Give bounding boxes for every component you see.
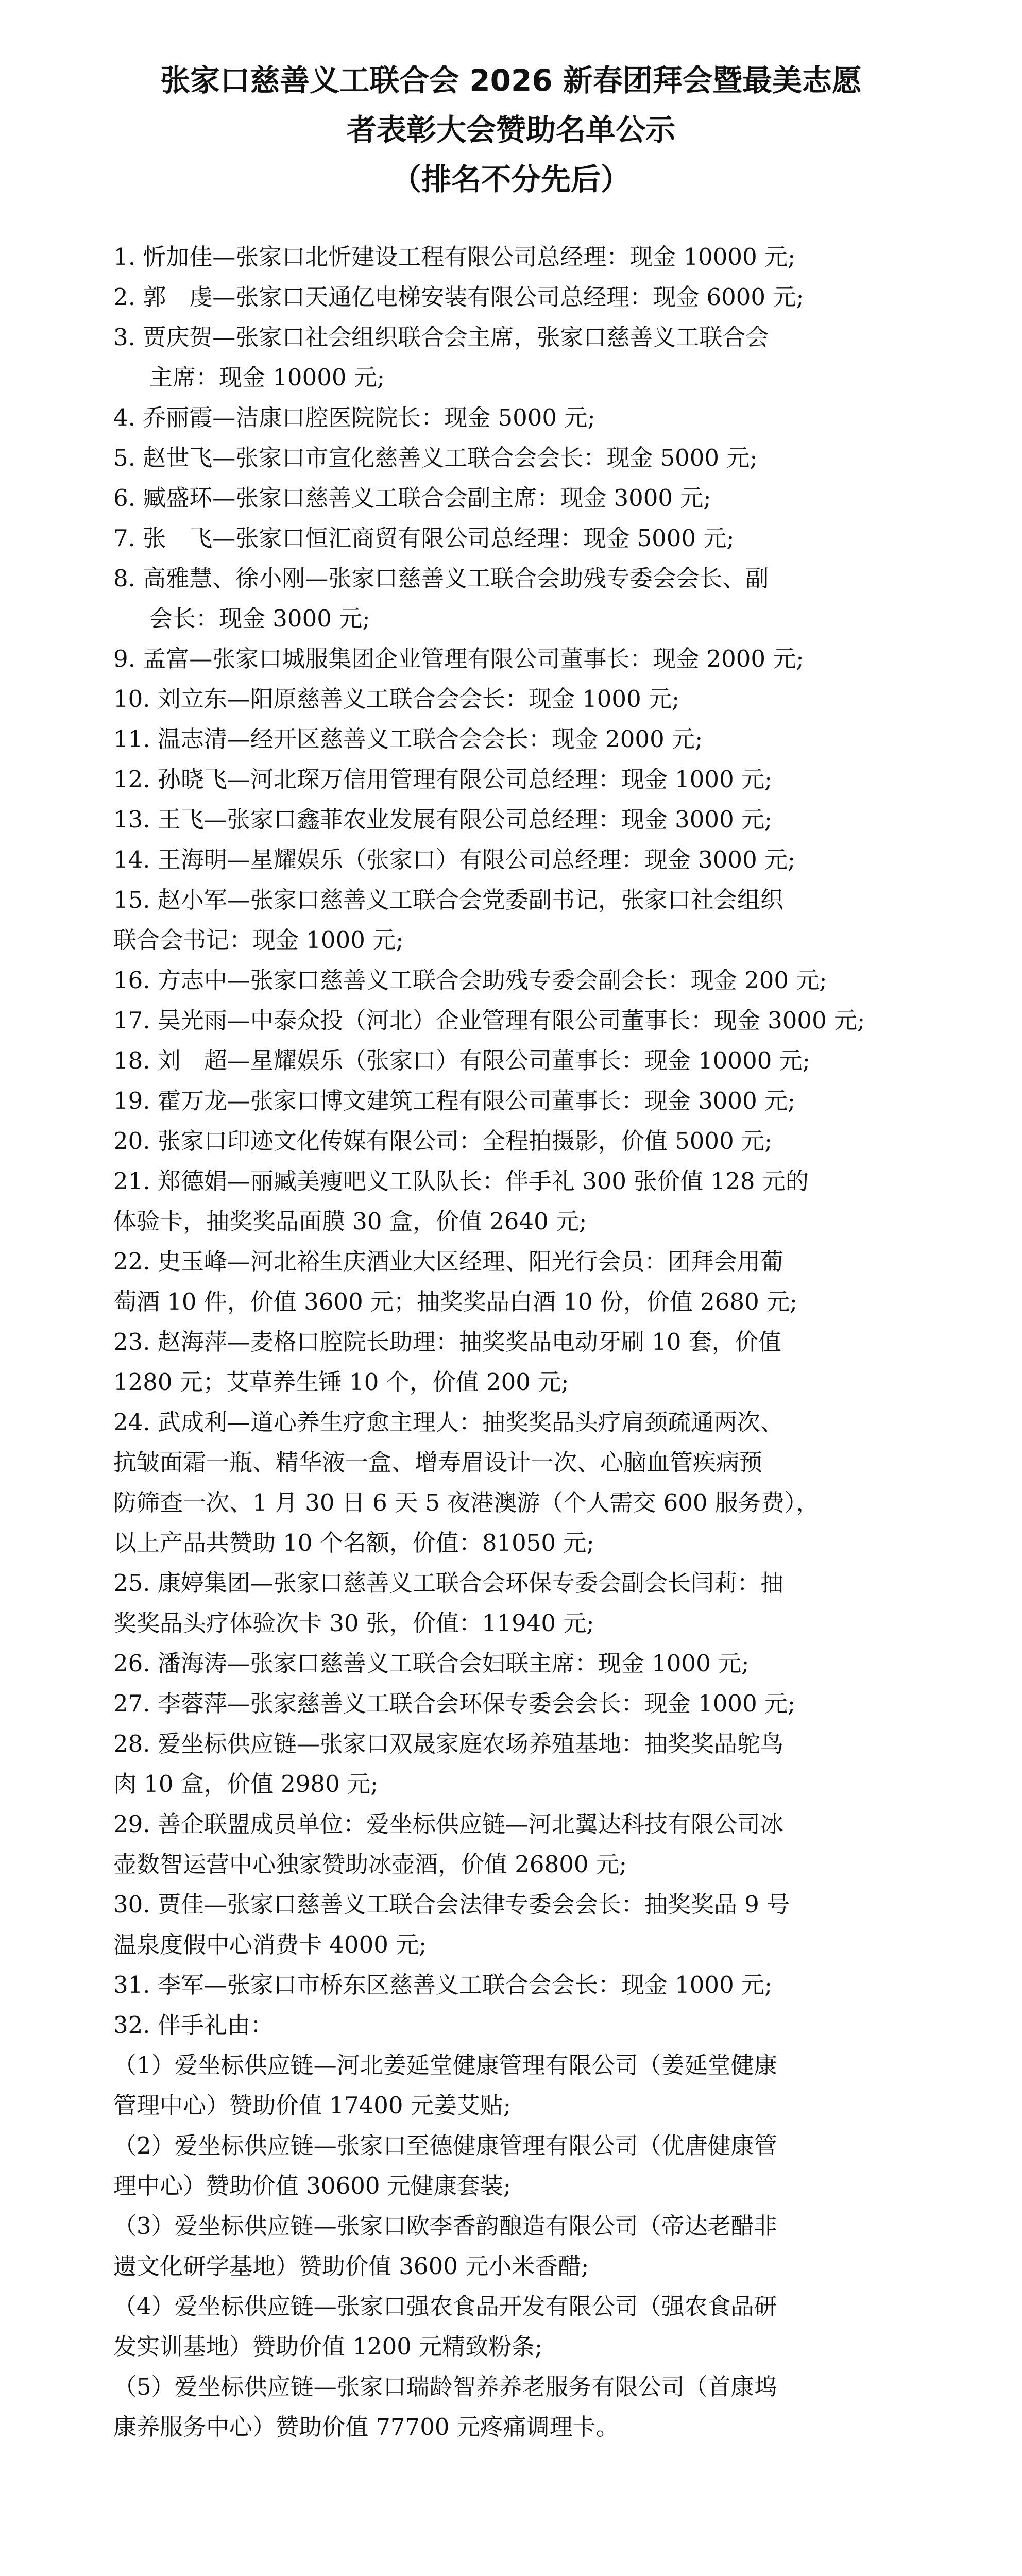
sponsor-entry [113,1322,909,1402]
sponsor-entry [113,237,909,277]
sponsor-entry-line: 2. 郭 虔—张家口天通亿电梯安装有限公司总经理：现金 6000 元; [113,283,804,311]
sponsor-list [113,237,909,2447]
sponsor-entry-line: （4）爱坐标供应链—张家口强农食品开发有限公司（强农食品研 [113,2293,777,2320]
sponsor-entry-line: 抗皱面霜一瓶、精华液一盒、增寿眉设计一次、心脑血管疾病预 [113,1449,763,1476]
sponsor-entry-line: 8. 高雅慧、徐小刚—张家口慈善义工联合会助残专委会会长、副 [113,565,769,592]
sponsor-entry [113,1684,909,1724]
sponsor-entry [113,679,909,719]
sponsor-entry [113,277,909,317]
sponsor-entry [113,759,909,800]
sponsor-entry [113,1001,909,1041]
sponsor-entry [113,1885,909,1965]
title-line-3: （排名不分先后） [391,162,631,197]
sponsor-entry [113,398,909,438]
sponsor-entry-line: 16. 方志中—张家口慈善义工联合会助残专委会副会长：现金 200 元; [113,967,827,994]
sponsor-entry [113,2126,909,2206]
sponsor-entry-line: 联合会书记：现金 1000 元; [113,926,404,954]
sponsor-entry-line: 管理中心）赞助价值 17400 元姜艾贴; [113,2092,511,2119]
sponsor-entry-line: 30. 贾佳—张家口慈善义工联合会法律专委会会长：抽奖奖品 9 号 [113,1891,790,1918]
sponsor-entry [113,478,909,518]
sponsor-entry-line: 温泉度假中心消费卡 4000 元; [113,1931,427,1958]
sponsor-entry-line: 主席：现金 10000 元; [149,364,385,391]
sponsor-entry [113,880,909,960]
sponsor-entry [113,960,909,1001]
sponsor-entry [113,1242,909,1322]
sponsor-entry [113,1804,909,1885]
sponsor-entry-line: 24. 武成利—道心养生疗愈主理人：抽奖奖品头疗肩颈疏通两次、 [113,1409,783,1436]
sponsor-entry-line: 壶数智运营中心独家赞助冰壶酒，价值 26800 元; [113,1851,627,1878]
sponsor-entry-line: 1280 元；艾草养生锤 10 个，价值 200 元; [113,1368,569,1396]
sponsor-entry [113,1724,909,1804]
sponsor-entry-line: 遗文化研学基地）赞助价值 3600 元小米香醋; [113,2252,589,2280]
sponsor-entry-line: 25. 康婷集团—张家口慈善义工联合会环保专委会副会长闫莉：抽 [113,1569,783,1597]
sponsor-entry-line: （1）爱坐标供应链—河北姜延堂健康管理有限公司（姜延堂健康 [113,2052,777,2079]
sponsor-entry-line: 28. 爱坐标供应链—张家口双晟家庭农场养殖基地：抽奖奖品鸵鸟 [113,1730,783,1757]
title-line-2: 者表彰大会赞助名单公示 [346,112,675,147]
sponsor-entry-line: （5）爱坐标供应链—张家口瑞龄智养养老服务有限公司（首康坞 [113,2373,777,2400]
sponsor-entry-line: 31. 李军—张家口市桥东区慈善义工联合会会长：现金 1000 元; [113,1971,773,1998]
sponsor-entry-line: 10. 刘立东—阳原慈善义工联合会会长：现金 1000 元; [113,685,680,713]
sponsor-entry-line: 6. 臧盛环—张家口慈善义工联合会副主席：现金 3000 元; [113,484,711,512]
sponsor-entry-line: 1. 忻加佳—张家口北忻建设工程有限公司总经理：现金 10000 元; [113,243,796,270]
sponsor-entry-line: 3. 贾庆贺—张家口社会组织联合会主席，张家口慈善义工联合会 [113,324,769,351]
sponsor-entry-line: 4. 乔丽霞—洁康口腔医院院长：现金 5000 元; [113,404,595,431]
sponsor-entry-line: 体验卡，抽奖奖品面膜 30 盒，价值 2640 元; [113,1208,587,1235]
sponsor-entry-line: 12. 孙晓飞—河北琛万信用管理有限公司总经理：现金 1000 元; [113,766,773,793]
sponsor-entry-line: 防筛查一次、1 月 30 日 6 天 5 夜港澳游（个人需交 600 服务费）， [113,1489,820,1516]
sponsor-entry-line: 29. 善企联盟成员单位：爱坐标供应链—河北翼达科技有限公司冰 [113,1810,783,1838]
sponsor-entry [113,2045,909,2126]
sponsor-entry-line: 理中心）赞助价值 30600 元健康套装; [113,2172,511,2199]
sponsor-entry-line: 康养服务中心）赞助价值 77700 元疼痛调理卡。 [113,2413,619,2441]
sponsor-entry [113,2005,909,2045]
sponsor-entry-line: 会长：现金 3000 元; [149,605,370,632]
title-line-1: 张家口慈善义工联合会 2026 新春团拜会暨最美志愿 [160,63,862,98]
sponsor-entry-line: 以上产品共赞助 10 个名额，价值：81050 元; [113,1529,594,1556]
sponsor-entry-line: 20. 张家口印迹文化传媒有限公司：全程拍摄影，价值 5000 元; [113,1127,773,1155]
sponsor-entry [113,1081,909,1121]
sponsor-entry-line: 18. 刘 超—星耀娱乐（张家口）有限公司董事长：现金 10000 元; [113,1047,810,1074]
sponsor-entry [113,1965,909,2005]
sponsor-entry-line: 7. 张 飞—张家口恒汇商贸有限公司总经理：现金 5000 元; [113,524,735,552]
sponsor-entry-line: 19. 霍万龙—张家口博文建筑工程有限公司董事长：现金 3000 元; [113,1087,796,1114]
sponsor-entry [113,840,909,880]
sponsor-entry-line: 22. 史玉峰—河北裕生庆酒业大区经理、阳光行会员：团拜会用葡 [113,1248,783,1275]
sponsor-entry-line: 21. 郑德娟—丽臧美瘦吧义工队队长：伴手礼 300 张价值 128 元的 [113,1167,809,1195]
sponsor-entry-line: 奖奖品头疗体验次卡 30 张，价值：11940 元; [113,1609,594,1637]
sponsor-entry [113,558,909,639]
sponsor-entry-line: 27. 李蓉萍—张家慈善义工联合会环保专委会会长：现金 1000 元; [113,1690,796,1717]
sponsor-entry-line: 14. 王海明—星耀娱乐（张家口）有限公司总经理：现金 3000 元; [113,846,796,873]
sponsor-entry [113,1563,909,1643]
sponsor-entry-line: 32. 伴手礼由： [113,2011,274,2039]
sponsor-entry-line: 5. 赵世飞—张家口市宣化慈善义工联合会会长：现金 5000 元; [113,444,758,471]
sponsor-entry-line: 9. 孟富—张家口城服集团企业管理有限公司董事长：现金 2000 元; [113,645,804,672]
sponsor-entry [113,1041,909,1081]
sponsor-entry [113,1643,909,1684]
sponsor-entry [113,719,909,759]
sponsor-entry-line: 肉 10 盒，价值 2980 元; [113,1770,379,1798]
sponsor-entry-line: 13. 王飞—张家口鑫菲农业发展有限公司总经理：现金 3000 元; [113,806,773,833]
sponsor-entry [113,2367,909,2447]
sponsor-entry-line: 11. 温志清—经开区慈善义工联合会会长：现金 2000 元; [113,725,703,753]
sponsor-entry-line: 萄酒 10 件，价值 3600 元；抽奖奖品白酒 10 份，价值 2680 元; [113,1288,798,1315]
sponsor-entry [113,2206,909,2286]
sponsor-entry [113,800,909,840]
sponsor-entry [113,438,909,478]
sponsor-entry-line: （2）爱坐标供应链—张家口至德健康管理有限公司（优唐健康管 [113,2132,777,2159]
sponsor-entry-line: 发实训基地）赞助价值 1200 元精致粉条; [113,2333,543,2360]
sponsor-entry-line: 26. 潘海涛—张家口慈善义工联合会妇联主席：现金 1000 元; [113,1650,750,1677]
sponsor-entry [113,317,909,398]
sponsor-entry-line: 17. 吴光雨—中泰众投（河北）企业管理有限公司董事长：现金 3000 元; [113,1007,865,1034]
page-title [113,56,909,204]
sponsor-entry [113,1161,909,1242]
sponsor-entry [113,2286,909,2367]
sponsor-entry [113,1402,909,1563]
sponsor-entry [113,639,909,679]
sponsor-entry-line: （3）爱坐标供应链—张家口欧李香韵酿造有限公司（帝达老醋非 [113,2212,777,2240]
sponsor-entry-line: 23. 赵海萍—麦格口腔院长助理：抽奖奖品电动牙刷 10 套，价值 [113,1328,781,1355]
sponsor-entry [113,1121,909,1161]
sponsor-entry-line: 15. 赵小军—张家口慈善义工联合会党委副书记，张家口社会组织 [113,886,783,913]
sponsor-entry [113,518,909,558]
